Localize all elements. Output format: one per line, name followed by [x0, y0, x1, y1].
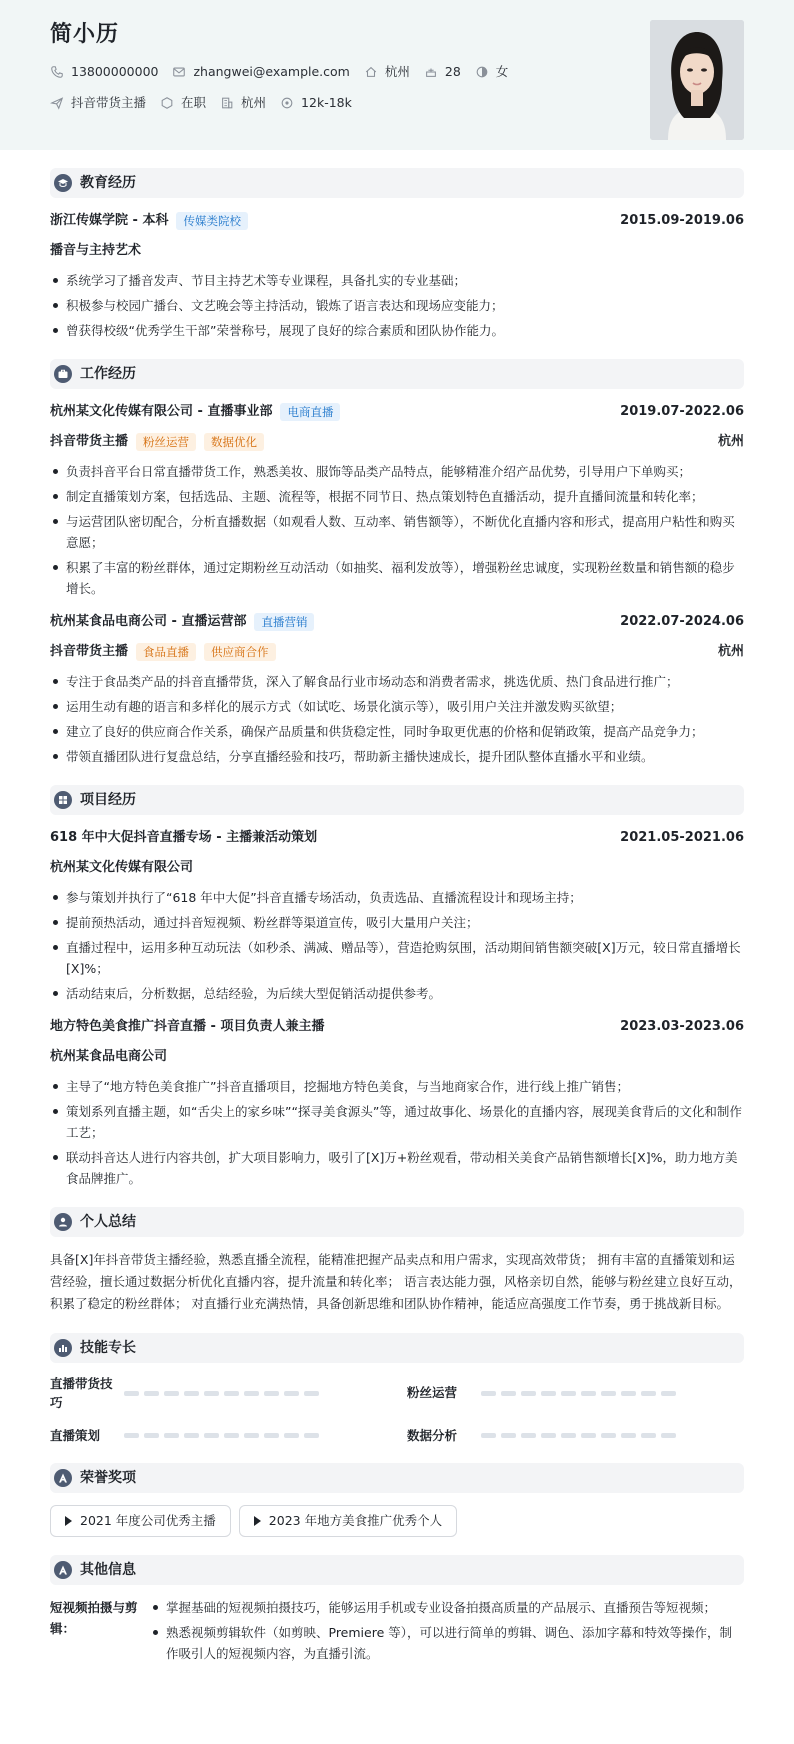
- education-left: [50, 211, 248, 231]
- education-entry: [50, 210, 744, 341]
- skill-name: 粉丝运营: [407, 1385, 458, 1401]
- home-icon: [364, 65, 378, 79]
- skill-segment: [581, 1391, 596, 1396]
- work-left: [50, 402, 340, 422]
- work-entry: [50, 401, 744, 599]
- list-item: 制定直播策划方案，包括选品、主题、流程等，根据不同节日、热点策划特色直播活动，提升直播间流量和转化率；: [50, 486, 744, 507]
- award-chip: [239, 1505, 457, 1537]
- summary-text: 具备[X]年抖音带货主播经验，熟悉直播全流程，能精准把握产品卖点和用户需求，实现高效带货； 拥有丰富的直播策划和运营经验，擅长通过数据分析优化直播内容，提升流量和转化率； 语言表达能力强，风格亲切自然，能够与粉丝建立良好互动，积累了稳定的粉丝群体； 对直播行业充满热情，具备创新思维和团队协作精神，能适应高强度工作节奏，勇于挑战新目标。: [50, 1252, 742, 1311]
- education-section-title: 教育经历: [80, 174, 136, 191]
- salary-info: [280, 94, 352, 113]
- position-row: [50, 431, 744, 453]
- skill-segment: [521, 1391, 536, 1396]
- list-item: 运用生动有趣的语言和多样化的展示方式（如试吃、场景化演示等），吸引用户关注并激发购买欲望；: [50, 696, 744, 717]
- award-text: 2021 年度公司优秀主播: [80, 1512, 216, 1528]
- list-item: 积累了丰富的粉丝群体，通过定期粉丝互动活动（如抽奖、福利发放等），增强粉丝忠诚度，实现粉丝数量和销售额的稳步增长。: [50, 557, 744, 599]
- position-tag: 供应商合作: [204, 643, 276, 661]
- school-name: 浙江传媒学院 - 本科: [50, 213, 169, 229]
- project-title: 地方特色美食推广抖音直播 - 项目负责人兼主播: [50, 1019, 325, 1035]
- skill-segment: [144, 1391, 159, 1396]
- status-icon: [160, 96, 174, 110]
- list-item: 与运营团队密切配合，分析直播数据（如观看人数、互动率、销售额等），不断优化直播内容和形式，提高用户粘性和购买意愿；: [50, 511, 744, 553]
- cake-icon: [424, 65, 438, 79]
- portrait-image: [650, 20, 744, 140]
- skill-segment: [501, 1433, 516, 1438]
- company-name: 杭州某食品电商公司 - 直播运营部: [50, 614, 247, 630]
- education-section-header: [50, 168, 744, 198]
- company-name: 杭州某文化传媒有限公司 - 直播事业部: [50, 404, 273, 420]
- work-bullets: [50, 461, 744, 599]
- list-item: 熟悉视频剪辑软件（如剪映、Premiere 等），可以进行简单的剪辑、调色、添加字幕和特效等操作，制作吸引人的短视频内容，为直播引流。: [150, 1622, 744, 1664]
- skill-segment: [204, 1433, 219, 1438]
- gender-icon: [475, 65, 489, 79]
- skill-item: [50, 1427, 387, 1446]
- work-row: [50, 401, 744, 423]
- award-icon: [54, 1469, 72, 1487]
- email-info: [172, 63, 349, 82]
- skill-segment: [541, 1391, 556, 1396]
- position-name: 抖音带货主播: [50, 434, 129, 450]
- profile-photo: [650, 20, 744, 140]
- job-target-text: 抖音带货主播: [71, 94, 147, 110]
- project-bullets: [50, 1076, 744, 1189]
- list-item: 策划系列直播主题，如“舌尖上的家乡味”“探寻美食源头”等，通过故事化、场景化的直播内容，展现美食背后的文化和制作工艺；: [50, 1101, 744, 1143]
- skill-level-bar: [124, 1391, 324, 1396]
- project-org: 杭州某文化传媒有限公司: [50, 860, 194, 876]
- education-date: 2015.09-2019.06: [620, 213, 744, 229]
- work-entry: [50, 611, 744, 767]
- skill-segment: [224, 1391, 239, 1396]
- skill-level-bar: [124, 1433, 324, 1438]
- skill-segment: [284, 1433, 299, 1438]
- award-text: 2023 年地方美食推广优秀个人: [268, 1512, 443, 1528]
- project-entry: [50, 1016, 744, 1189]
- skill-segment: [621, 1391, 636, 1396]
- major-name: 播音与主持艺术: [50, 243, 142, 259]
- skills-grid: [50, 1375, 744, 1445]
- skill-name: 数据分析: [407, 1427, 458, 1443]
- skill-segment: [224, 1433, 239, 1438]
- project-row: [50, 1016, 744, 1038]
- awards-section-title: 荣誉奖项: [80, 1469, 136, 1486]
- major-row: [50, 240, 744, 262]
- status-text: 在职: [181, 94, 207, 110]
- skill-segment: [661, 1433, 676, 1438]
- salary-text: 12k-18k: [301, 94, 352, 110]
- work-date: 2019.07-2022.06: [620, 404, 744, 420]
- skill-segment: [641, 1391, 656, 1396]
- position-left: [50, 642, 276, 662]
- work-row: [50, 611, 744, 633]
- work-city: 杭州: [717, 434, 744, 450]
- skill-segment: [124, 1433, 139, 1438]
- work-city-text: 杭州: [241, 94, 267, 110]
- list-item: 系统学习了播音发声、节目主持艺术等专业课程，具备扎实的专业基础；: [50, 270, 744, 291]
- resume-header: [0, 0, 794, 150]
- gender-text: 女: [495, 64, 509, 79]
- skill-segment: [481, 1433, 496, 1438]
- projects-section-title: 项目经历: [80, 791, 136, 808]
- list-item: 曾获得校级“优秀学生干部”荣誉称号，展现了良好的综合素质和团队协作能力。: [50, 320, 744, 341]
- city-text: 杭州: [384, 64, 410, 79]
- phone-text: 13800000000: [71, 64, 159, 79]
- project-icon: [54, 791, 72, 809]
- list-item: 联动抖音达人进行内容共创，扩大项目影响力，吸引了[X]万+粉丝观看，带动相关美食产品销售额增长[X]%，助力地方美食品牌推广。: [50, 1147, 744, 1189]
- skill-segment: [561, 1391, 576, 1396]
- mail-icon: [172, 65, 186, 79]
- gender-info: [475, 63, 509, 82]
- skill-segment: [264, 1391, 279, 1396]
- skill-name: 直播带货技巧: [50, 1376, 113, 1410]
- awards-section-header: [50, 1463, 744, 1493]
- skill-segment: [501, 1391, 516, 1396]
- skill-segment: [581, 1433, 596, 1438]
- phone-icon: [50, 65, 64, 79]
- email-text: zhangwei@example.com: [193, 64, 350, 79]
- briefcase-icon: [54, 365, 72, 383]
- skill-segment: [184, 1391, 199, 1396]
- work-left: [50, 612, 314, 632]
- skill-segment: [164, 1433, 179, 1438]
- project-date: 2023.03-2023.06: [620, 1019, 744, 1035]
- list-item: 专注于食品类产品的抖音直播带货，深入了解食品行业市场动态和消费者需求，挑选优质、热门食品进行推广；: [50, 671, 744, 692]
- skill-item: [407, 1427, 744, 1446]
- skill-level-bar: [481, 1391, 681, 1396]
- project-org-row: [50, 857, 744, 879]
- skill-segment: [304, 1433, 319, 1438]
- project-entry: [50, 827, 744, 1004]
- send-icon: [50, 96, 64, 110]
- skill-segment: [164, 1391, 179, 1396]
- contact-row: [50, 63, 744, 82]
- work-section-title: 工作经历: [80, 365, 136, 382]
- project-org: 杭州某食品电商公司: [50, 1049, 168, 1065]
- status-info: [160, 94, 206, 113]
- project-date: 2021.05-2021.06: [620, 830, 744, 846]
- play-icon: [65, 1516, 72, 1526]
- skill-segment: [184, 1433, 199, 1438]
- skill-segment: [144, 1433, 159, 1438]
- school-tag: 传媒类院校: [176, 212, 248, 230]
- other-info: [50, 1597, 744, 1668]
- coin-icon: [280, 96, 294, 110]
- skill-segment: [304, 1391, 319, 1396]
- list-item: 提前预热活动，通过抖音短视频、粉丝群等渠道宣传，吸引大量用户关注；: [50, 912, 744, 933]
- work-section-header: [50, 359, 744, 389]
- project-bullets: [50, 887, 744, 1004]
- education-row: [50, 210, 744, 232]
- award-chip: [50, 1505, 231, 1537]
- position-row: [50, 641, 744, 663]
- list-item: 建立了良好的供应商合作关系，确保产品质量和供货稳定性，同时争取更优惠的价格和促销政策，提高产品竞争力；: [50, 721, 744, 742]
- bar-chart-icon: [54, 1339, 72, 1357]
- skill-segment: [284, 1391, 299, 1396]
- list-item: 直播过程中，运用多种互动玩法（如秒杀、满减、赠品等），营造抢购氛围，活动期间销售额突破[X]万元，较日常直播增长[X]%；: [50, 937, 744, 979]
- list-item: 主导了“地方特色美食推广”抖音直播项目，挖掘地方特色美食，与当地商家合作，进行线上推广销售；: [50, 1076, 744, 1097]
- position-name: 抖音带货主播: [50, 644, 129, 660]
- skill-segment: [541, 1433, 556, 1438]
- other-label: 短视频拍摄与剪辑：: [50, 1600, 138, 1637]
- projects-section-header: [50, 785, 744, 815]
- skills-section-title: 技能专长: [80, 1339, 136, 1356]
- list-item: 活动结束后，分析数据，总结经验，为后续大型促销活动提供参考。: [50, 983, 744, 1004]
- other-section-header: [50, 1555, 744, 1585]
- position-tag: 数据优化: [204, 433, 264, 451]
- skill-segment: [521, 1433, 536, 1438]
- summary-section-header: [50, 1207, 744, 1237]
- list-item: 积极参与校园广播台、文艺晚会等主持活动，锻炼了语言表达和现场应变能力；: [50, 295, 744, 316]
- job-row: [50, 94, 744, 113]
- work-city-info: [220, 94, 266, 113]
- company-tag: 电商直播: [280, 403, 340, 421]
- skill-segment: [264, 1433, 279, 1438]
- skill-segment: [641, 1433, 656, 1438]
- company-tag: 直播营销: [254, 613, 314, 631]
- list-item: 带领直播团队进行复盘总结，分享直播经验和技巧，帮助新主播快速成长，提升团队整体直播水平和业绩。: [50, 746, 744, 767]
- work-city: 杭州: [717, 644, 744, 660]
- other-bullets: [150, 1597, 744, 1668]
- age-text: 28: [444, 64, 461, 79]
- resume-content: [0, 168, 794, 1668]
- skill-segment: [621, 1433, 636, 1438]
- skill-segment: [244, 1391, 259, 1396]
- skills-section-header: [50, 1333, 744, 1363]
- work-date: 2022.07-2024.06: [620, 614, 744, 630]
- skill-level-bar: [481, 1433, 681, 1438]
- user-icon: [54, 1213, 72, 1231]
- city-info: [364, 63, 410, 82]
- awards-list: [50, 1505, 744, 1537]
- skill-item: [50, 1375, 387, 1413]
- list-item: 参与策划并执行了“618 年中大促”抖音直播专场活动，负责选品、直播流程设计和现场主持；: [50, 887, 744, 908]
- position-left: [50, 432, 264, 452]
- skill-segment: [661, 1391, 676, 1396]
- job-target-info: [50, 94, 146, 113]
- play-icon: [254, 1516, 261, 1526]
- skill-name: 直播策划: [50, 1427, 101, 1443]
- graduation-cap-icon: [54, 174, 72, 192]
- project-org-row: [50, 1046, 744, 1068]
- building-icon: [220, 96, 234, 110]
- skill-segment: [244, 1433, 259, 1438]
- project-title: 618 年中大促抖音直播专场 - 主播兼活动策划: [50, 830, 318, 846]
- skill-segment: [601, 1391, 616, 1396]
- skill-segment: [601, 1433, 616, 1438]
- list-item: 掌握基础的短视频拍摄技巧，能够运用手机或专业设备拍摄高质量的产品展示、直播预告等短视频；: [150, 1597, 744, 1618]
- skill-segment: [561, 1433, 576, 1438]
- project-row: [50, 827, 744, 849]
- position-tag: 粉丝运营: [136, 433, 196, 451]
- list-item: 负责抖音平台日常直播带货工作，熟悉美妆、服饰等品类产品特点，能够精准介绍产品优势，引导用户下单购买；: [50, 461, 744, 482]
- skill-segment: [204, 1391, 219, 1396]
- summary-section-title: 个人总结: [80, 1213, 136, 1230]
- info-icon: [54, 1561, 72, 1579]
- other-section-title: 其他信息: [80, 1561, 136, 1578]
- candidate-name: 简小历: [50, 22, 120, 47]
- skill-segment: [481, 1391, 496, 1396]
- education-bullets: [50, 270, 744, 341]
- phone-info: [50, 63, 158, 82]
- age-info: [424, 63, 461, 82]
- work-bullets: [50, 671, 744, 767]
- skill-item: [407, 1375, 744, 1413]
- skill-segment: [124, 1391, 139, 1396]
- position-tag: 食品直播: [136, 643, 196, 661]
